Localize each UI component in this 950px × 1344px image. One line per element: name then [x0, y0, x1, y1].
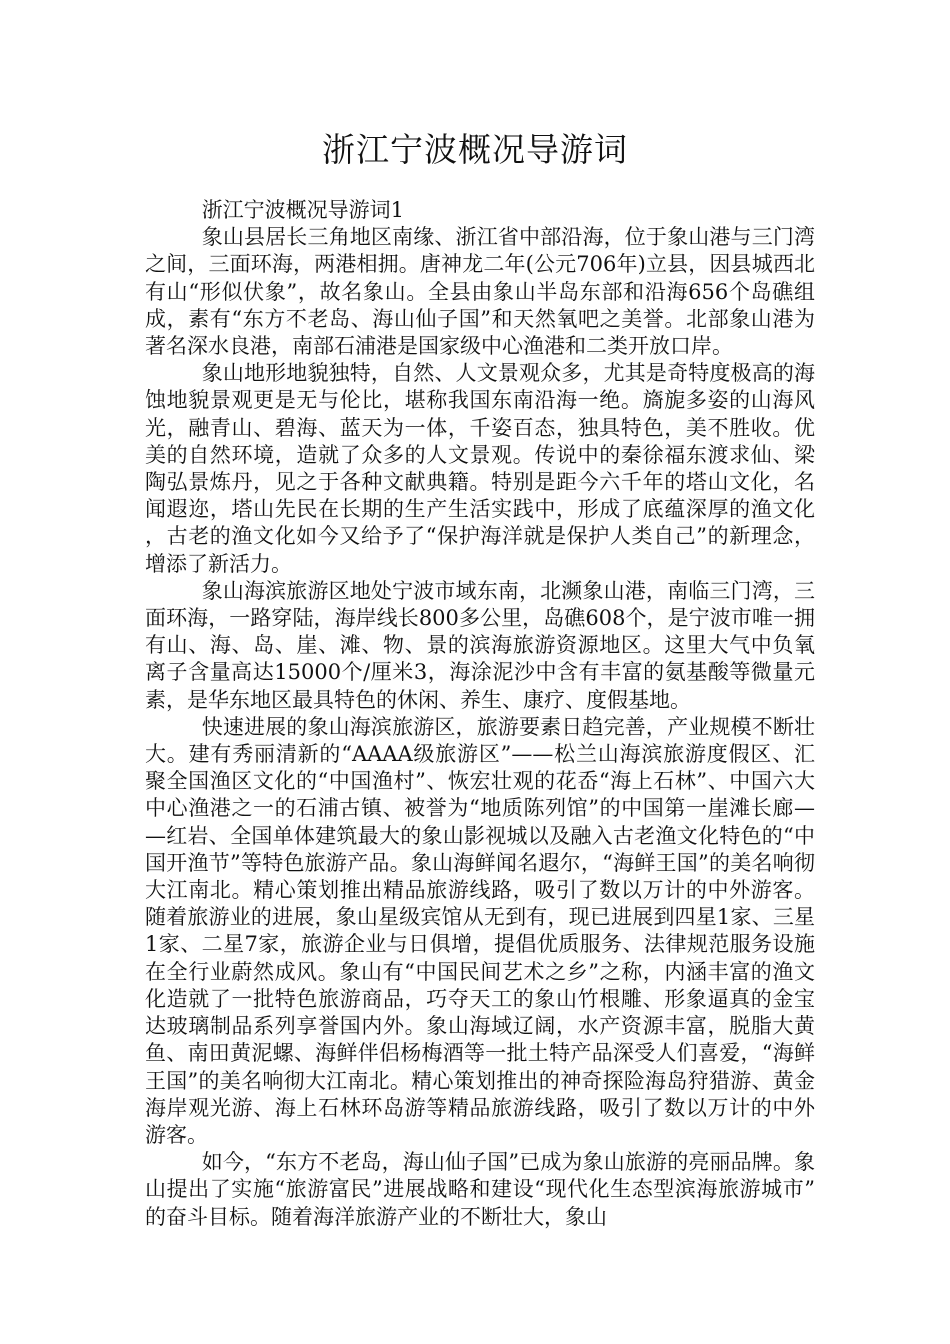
paragraph-3: 象山海滨旅游区地处宁波市域东南，北濒象山港，南临三门湾，三面环海，一路穿陆，海岸线长800多公里，岛礁608个，是宁波市唯一拥有山、海、岛、崖、滩、物、景的滨海旅游资源地区。这里大气中负氧离子含量高达15000个/厘米3，海涂泥沙中含有丰富的氨基酸等微量元素，是华东地区最具特色的休闲、养生、康疗、度假基地。: [145, 578, 815, 712]
paragraph-4: 快速进展的象山海滨旅游区，旅游要素日趋完善，产业规模不断壮大。建有秀丽清新的“AAAA级旅游区”——松兰山海滨旅游度假区、汇聚全国渔区文化的“中国渔村”、恢宏壮观的花岙“海上石林”、中国六大中心渔港之一的石浦古镇、被誉为“地质陈列馆”的中国第一崖滩长廊——红岩、全国单体建筑最大的象山影视城以及融入古老渔文化特色的“中国开渔节”等特色旅游产品。象山海鲜闻名遐尔，“海鲜王国”的美名响彻大江南北。精心策划推出精品旅游线路，吸引了数以万计的中外游客。随着旅游业的进展，象山星级宾馆从无到有，现已进展到四星1家、三星1家、二星7家，旅游企业与日俱增，提倡优质服务、法律规范服务设施在全行业蔚然成风。象山有“中国民间艺术之乡”之称，内涵丰富的渔文化造就了一批特色旅游商品，巧夺天工的象山竹根雕、形象逼真的金宝达玻璃制品系列享誉国内外。象山海域辽阔，水产资源丰富，脱脂大黄鱼、南田黄泥螺、海鲜伴侣杨梅酒等一批土特产品深受人们喜爱，“海鲜王国”的美名响彻大江南北。精心策划推出的神奇探险海岛狩猎游、黄金海岸观光游、海上石林环岛游等精品旅游线路，吸引了数以万计的中外游客。: [145, 714, 815, 1147]
document-body: [145, 197, 815, 1231]
document-title: 浙江宁波概况导游词: [322, 130, 628, 169]
paragraph-5: 如今，“东方不老岛，海山仙子国”已成为象山旅游的亮丽品牌。象山提出了实施“旅游富民”进展战略和建设“现代化生态型滨海旅游城市”的奋斗目标。随着海洋旅游产业的不断壮大，象山: [145, 1150, 815, 1229]
section-heading: 浙江宁波概况导游词1: [201, 198, 405, 222]
paragraph-2: 象山地形地貌独特，自然、人文景观众多，尤其是奇特度极高的海蚀地貌景观更是无与伦比，堪称我国东南沿海一绝。旖旎多姿的山海风光，融青山、碧海、蓝天为一体，千姿百态，独具特色，美不胜收。优美的自然环境，造就了众多的人文景观。传说中的秦徐福东渡求仙、梁陶弘景炼丹，见之于各种文献典籍。特别是距今六千年的塔山文化，名闻遐迩，塔山先民在长期的生产生活实践中，形成了底蕴深厚的渔文化，古老的渔文化如今又给予了“保护海洋就是保护人类自己”的新理念，增添了新活力。: [145, 361, 815, 576]
paragraph-1: 象山县居长三角地区南缘、浙江省中部沿海，位于象山港与三门湾之间，三面环海，两港相拥。唐神龙二年(公元706年)立县，因县城西北有山“形似伏象”，故名象山。全县由象山半岛东部和沿海656个岛礁组成，素有“东方不老岛、海山仙子国”和天然氧吧之美誉。北部象山港为著名深水良港，南部石浦港是国家级中心渔港和二类开放口岸。: [145, 225, 815, 359]
